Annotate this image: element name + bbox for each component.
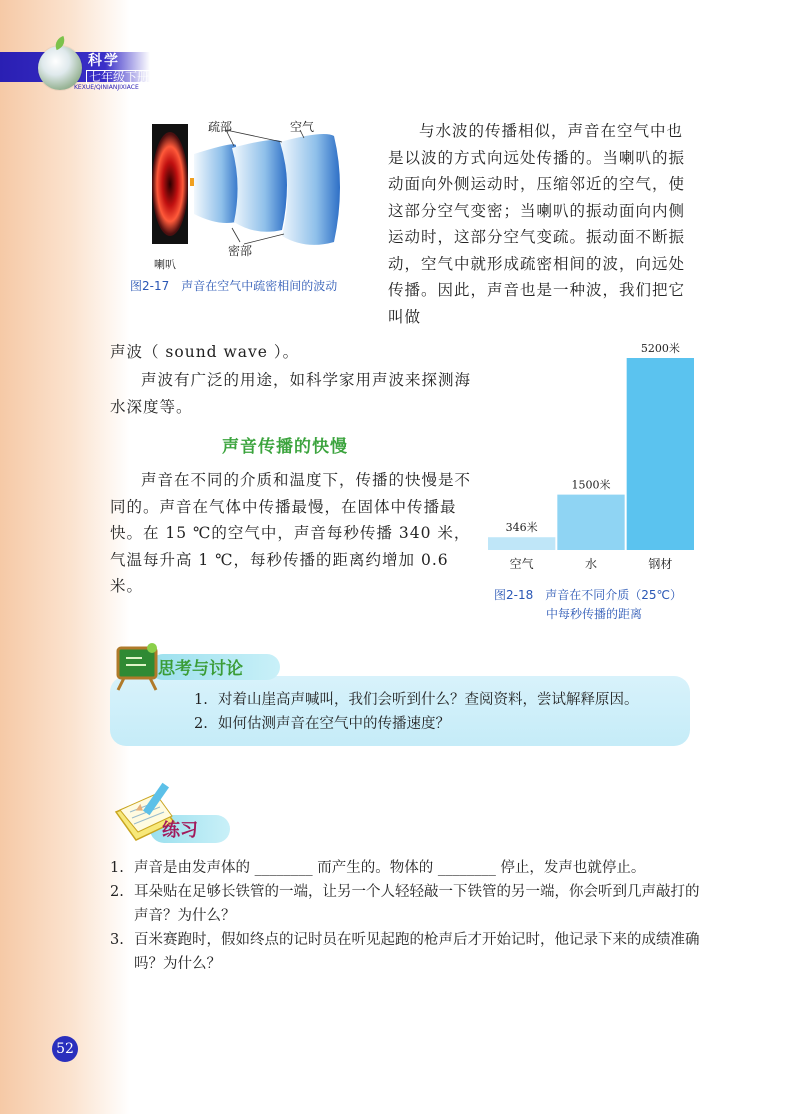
wave-band-1 [194,144,240,223]
label-sparse: 疏部 [208,120,233,134]
item-number: 2. [194,716,208,732]
think-discuss-title: 思考与讨论 [158,659,243,679]
figure-2-17-caption: 图2-17 声音在空气中疏密相间的波动 [130,279,338,293]
bar-0 [488,537,555,550]
wave-band-3 [280,134,340,245]
figure-2-17 [148,118,378,288]
figure-2-18-chart [488,340,694,580]
bar-value-label: 1500米 [571,478,611,492]
list-item [194,712,694,736]
paragraph-sound-wave: 与水波的传播相似，声音在空气中也是以波的方式向远处传播的。当喇叭的振动面向外侧运动时，压缩邻近的空气，使这部分空气变密；当喇叭的振动面向内侧运动时，这部分空气变疏。振动面不断振动，空气中就形成疏密相间的波，向远处传播。因此，声音也是一种波，我们把它叫做 [388,122,686,326]
item-text: 声音是由发声体的 ________ 而产生的。物体的 ________ 停止，发声也就停止。 [134,860,646,876]
list-item [110,928,702,976]
category-label: 水 [584,557,598,571]
section-title: 声音传播的快慢 [222,437,348,457]
list-item [110,880,702,928]
wave-band-2 [232,140,287,232]
bar-value-label: 5200米 [640,342,680,355]
speaker-cone [152,132,188,236]
item-number: 3. [110,932,124,948]
figure-2-18-caption-line1: 图2-18 声音在不同介质（25℃） [494,588,682,602]
sound-wave-illustration [148,118,378,288]
bar-chart-svg [488,340,694,580]
label-dense: 密部 [228,244,253,258]
category-label: 空气 [509,557,534,571]
item-text: 百米赛跑时，假如终点的记时员在听见起跑的枪声后才开始记时，他记录下来的成绩准确吗？为什么？ [134,932,700,972]
grade-label: 七年级下册 [86,70,152,85]
label-air: 空气 [290,120,315,134]
item-number: 1. [194,692,208,708]
label-speaker: 喇叭 [154,258,176,271]
page-number: 52 [52,1036,78,1062]
paragraph-sound-wave-end: 声波（ sound wave ）。 [110,343,300,361]
paragraph-speed: 声音在不同的介质和温度下，传播的快慢是不同的。声音在气体中传播最慢，在固体中传播最快。在 15 ℃的空气中，声音每秒传播 340 米，气温每升高 1 ℃，每秒传播的距离约增加 0.6 米。 [110,471,472,595]
leader-line [232,228,240,242]
book-title: 科学 [88,53,120,69]
header-pinyin: KEXUE/QINIANJIXIACE [74,84,139,91]
paragraph-uses: 声波有广泛的用途，如科学家用声波来探测海水深度等。 [110,371,472,416]
bar-1 [557,495,624,550]
item-text: 如何估测声音在空气中的传播速度？ [218,716,450,732]
exercise-list [110,856,702,976]
category-label: 钢材 [648,557,673,571]
item-text: 耳朵贴在足够长铁管的一端，让另一个人轻轻敲一下铁管的另一端，你会听到几声敲打的声音？为什么？ [134,884,700,924]
item-text: 对着山崖高声喊叫，我们会听到什么？查阅资料，尝试解释原因。 [218,692,639,708]
list-item [194,688,694,712]
bar-value-label: 346米 [505,521,538,535]
leader-line [226,130,282,142]
bar-2 [627,358,694,550]
list-item [110,856,702,880]
item-number: 2. [110,884,124,900]
item-number: 1. [110,860,124,876]
exercise-title: 练习 [162,820,198,841]
think-discuss-list [194,688,694,736]
figure-2-18-caption-line2: 中每秒传播的距离 [546,607,643,621]
